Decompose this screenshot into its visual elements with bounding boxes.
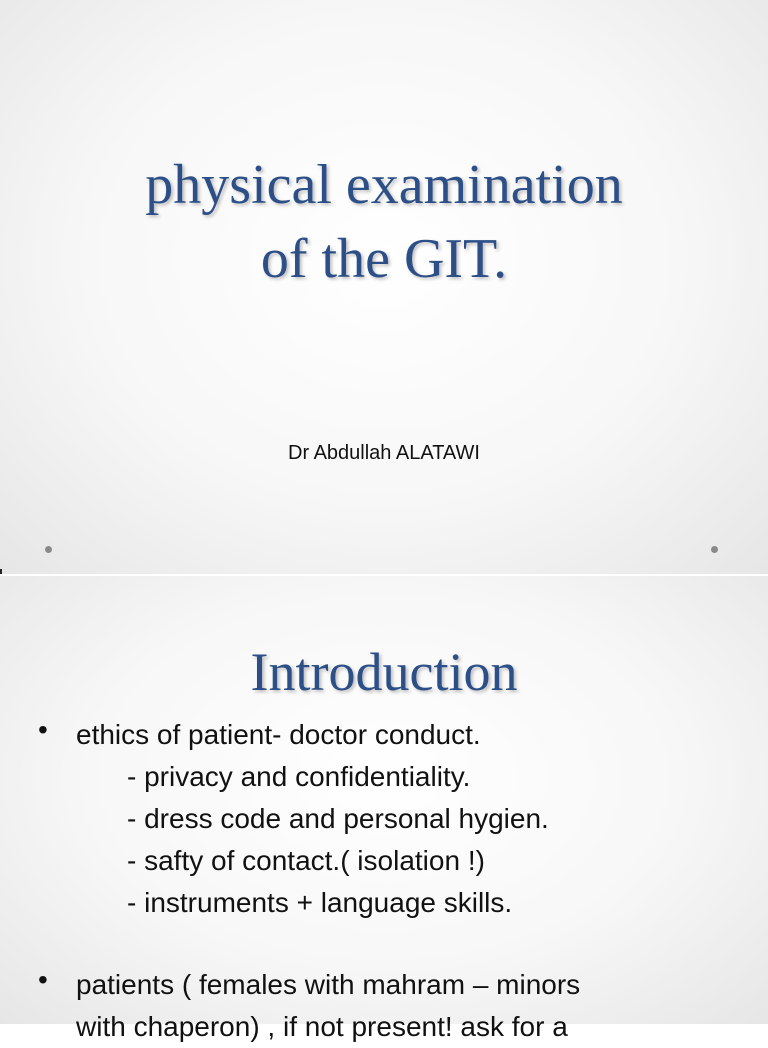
bullet-item [38, 714, 748, 924]
bullet-text: ethics of patient- doctor conduct. [76, 719, 481, 750]
sub-item: - dress code and personal hygien. [127, 803, 549, 834]
bullet-text: with chaperon) , if not present! ask for a [76, 1011, 568, 1042]
bullet-item [38, 964, 748, 1048]
title-line-2: of the GIT. [260, 228, 508, 290]
introduction-slide [0, 576, 768, 1042]
slide-title: Introduction [250, 642, 518, 702]
presentation-title [40, 148, 728, 296]
title-line-1: physical examination [145, 154, 623, 216]
author-name: Dr Abdullah ALATAWI [288, 442, 480, 464]
decorative-dot-left [45, 546, 52, 553]
spacer [38, 924, 748, 964]
slide-edge-mark [0, 569, 2, 574]
bullet-text: patients ( females with mahram – minors [76, 969, 581, 1000]
sub-item: - privacy and confidentiality. [127, 761, 471, 792]
bullet-list [38, 714, 748, 1048]
decorative-dot-right [711, 546, 718, 553]
bullet-mark: • [38, 964, 48, 995]
bullet-mark: • [38, 714, 48, 745]
sub-item: - safty of contact.( isolation !) [127, 845, 485, 876]
sub-item: - instruments + language skills. [127, 887, 513, 918]
